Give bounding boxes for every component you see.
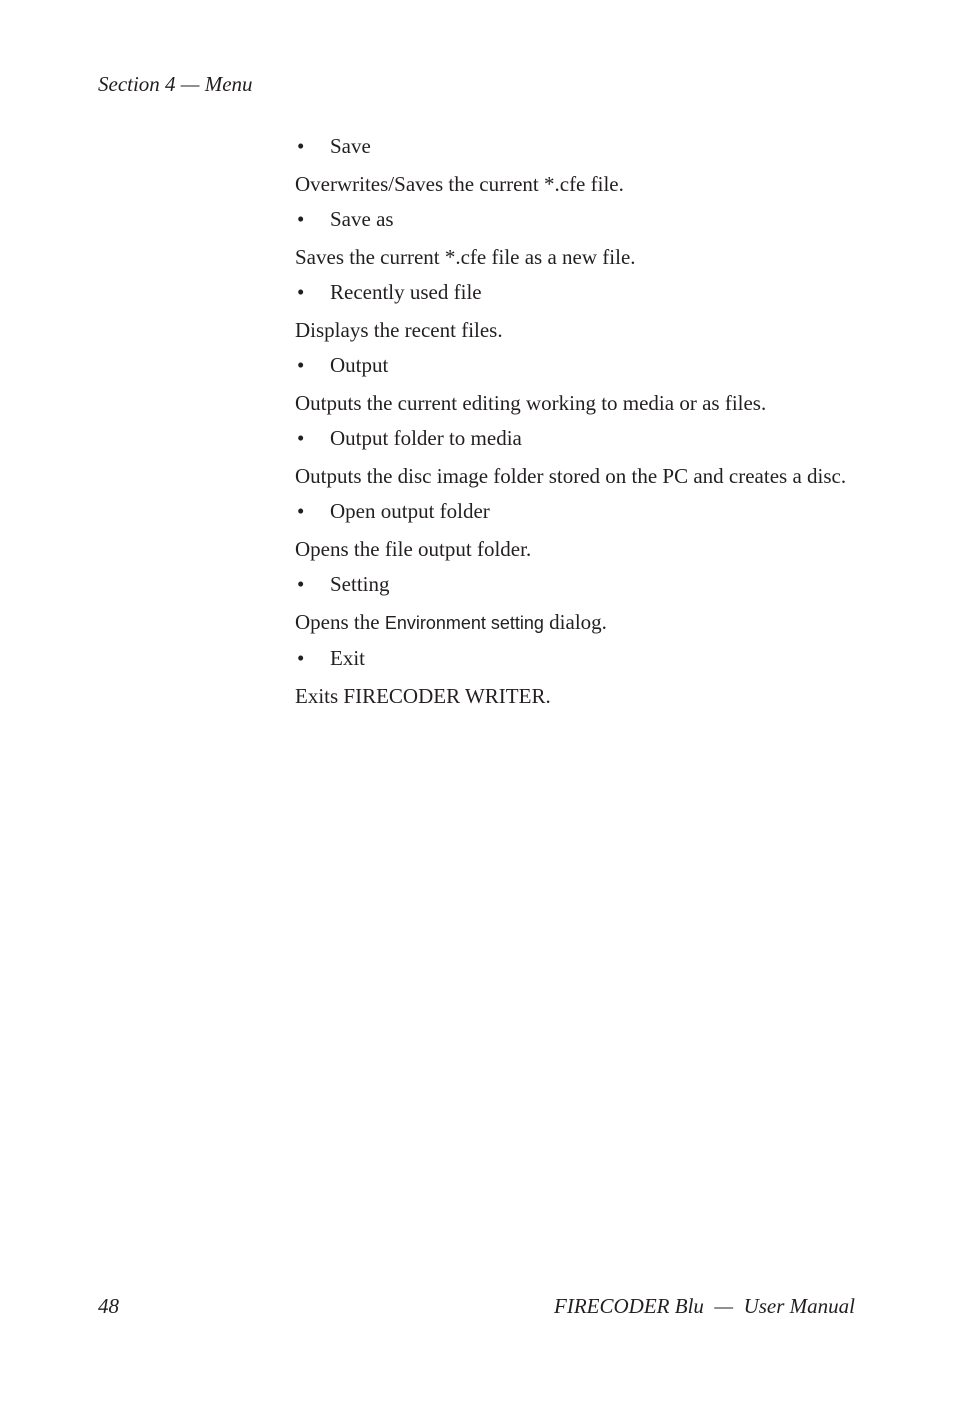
entry-label: Recently used file <box>330 280 482 304</box>
bullet: • <box>297 207 305 231</box>
entry-label: Save as <box>330 207 394 231</box>
running-head: Section 4 — Menu <box>98 72 253 96</box>
entry-open-output-folder-title <box>295 498 860 524</box>
environment-setting-term: Environment setting <box>384 613 544 633</box>
entry-label: Output <box>330 353 389 377</box>
entry-save-title <box>295 133 860 159</box>
entry-save-description: Overwrites/Saves the current *.cfe file. <box>295 172 624 196</box>
entry-output-description: Outputs the current editing working to media or as files. <box>295 391 767 415</box>
bullet: • <box>297 572 305 596</box>
bullet: • <box>297 280 305 304</box>
bullet: • <box>297 134 305 158</box>
bullet: • <box>297 499 305 523</box>
entry-label: Open output folder <box>330 499 490 523</box>
entry-recently-used-file-title <box>295 279 860 305</box>
bullet: • <box>297 646 305 670</box>
entry-label: Exit <box>330 646 365 670</box>
entry-save-as-title <box>295 206 860 232</box>
entry-setting-title <box>295 571 860 597</box>
entry-output-folder-to-media-title <box>295 425 860 451</box>
description-text: dialog. <box>543 610 607 634</box>
entry-setting-description <box>295 609 860 636</box>
description-text: Opens the <box>295 610 385 634</box>
entry-output-title <box>295 352 860 378</box>
bullet: • <box>297 353 305 377</box>
footer-title: FIRECODER Blu — User Manual <box>554 1294 855 1318</box>
entry-label: Save <box>330 134 371 158</box>
menu-entries <box>295 133 860 718</box>
entry-output-folder-to-media-description: Outputs the disc image folder stored on the PC and creates a disc. <box>295 464 847 488</box>
entry-label: Setting <box>330 572 390 596</box>
entry-exit-description: Exits FIRECODER WRITER. <box>295 684 551 708</box>
entry-open-output-folder-description: Opens the file output folder. <box>295 537 532 561</box>
page-number: 48 <box>98 1294 119 1318</box>
entry-exit-title <box>295 645 860 671</box>
bullet: • <box>297 426 305 450</box>
entry-label: Output folder to media <box>330 426 522 450</box>
entry-recently-used-file-description: Displays the recent files. <box>295 318 503 342</box>
entry-save-as-description: Saves the current *.cfe file as a new file. <box>295 245 636 269</box>
